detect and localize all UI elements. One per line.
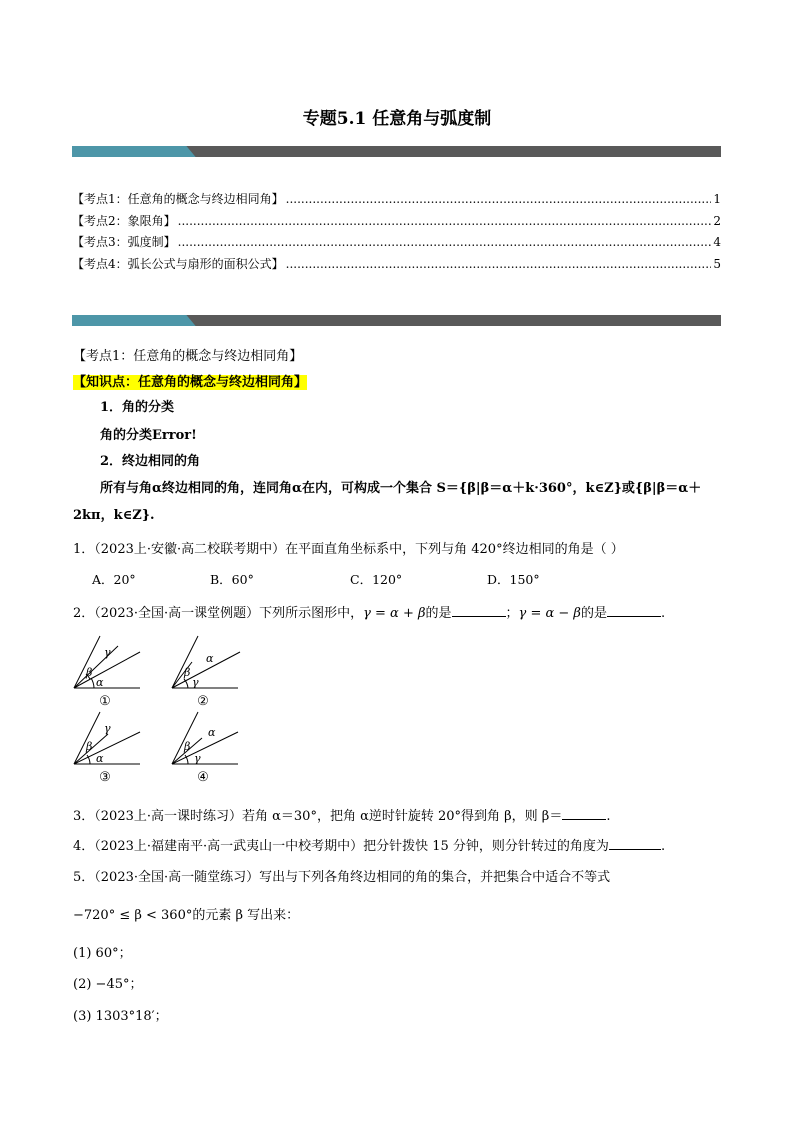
answer-blank[interactable]: [562, 807, 606, 820]
figure-label-1: ①: [99, 694, 111, 709]
figure-3: [74, 712, 140, 764]
item-title: 2．终边相同的角: [100, 454, 201, 469]
beta-label: β: [86, 666, 93, 679]
question-5-part-3: (3) 1303°18′；: [73, 1009, 168, 1024]
alpha-label: α: [96, 676, 104, 689]
gamma-label: γ: [192, 676, 199, 689]
beta-label: β: [184, 666, 191, 679]
figure-4: [172, 712, 238, 764]
question-1: 1．（2023上·安徽·高二校联考期中）在平面直角坐标系中，下列与角 420°终边相同的角是（ ）: [73, 542, 624, 557]
toc-entry[interactable]: 【考点3：弧度制】 ..... 4: [72, 232, 721, 254]
gamma-label: γ: [104, 722, 111, 735]
question-3: 3．（2023上·高一课时练习）若角 α＝30°，把角 α逆时针旋转 20°得到角 β，则 β＝ .: [73, 809, 611, 824]
alpha-label: α: [206, 652, 214, 665]
beta-label: β: [184, 740, 191, 753]
header-divider-bar: [72, 146, 721, 157]
answer-blank[interactable]: [607, 604, 661, 617]
figure-label-3: ③: [99, 770, 111, 785]
figure-label-4: ④: [197, 770, 209, 785]
question-5-inequality: −720° ≤ β < 360°的元素 β 写出来：: [73, 908, 300, 923]
item-body: 所有与角α终边相同的角，连同角α在内，可构成一个集合 S＝{β|β＝α＋k·360°，k∈Z}或{β|β＝α＋: [100, 481, 702, 496]
figure-label-2: ②: [197, 694, 209, 709]
option-d[interactable]: D．150°: [487, 572, 540, 587]
toc-entry[interactable]: 【考点2：象限角】 ..... 2: [72, 211, 721, 233]
angle-figures: [68, 632, 258, 792]
toc-entry[interactable]: 【考点1：任意角的概念与终边相同角】 ..... 1: [72, 189, 721, 211]
alpha-label: α: [96, 752, 104, 765]
answer-blank[interactable]: [452, 604, 506, 617]
question-2: 2．（2023·全国·高一课堂例题）下列所示图形中，γ = α + β的是 ；γ = α − β的是 .: [73, 606, 666, 621]
option-a[interactable]: A．20°: [92, 572, 136, 587]
table-of-contents: [72, 189, 721, 275]
gamma-label: γ: [194, 752, 201, 765]
item-title: 1．角的分类: [100, 400, 175, 415]
beta-label: β: [86, 740, 93, 753]
question-5-part-2: (2) −45°；: [73, 977, 143, 992]
option-c[interactable]: C．120°: [350, 572, 403, 587]
answer-blank[interactable]: [609, 837, 661, 850]
figure-1: [74, 636, 140, 688]
item-body-cont: 2kπ，k∈Z}.: [73, 508, 155, 523]
question-5-part-1: (1) 60°；: [73, 946, 132, 961]
gamma-label: γ: [104, 646, 111, 659]
option-b[interactable]: B．60°: [210, 572, 254, 587]
section-divider-bar: [72, 315, 721, 326]
item-body: 角的分类Error!: [100, 428, 197, 443]
page-title: 专题5.1 任意角与弧度制: [302, 109, 492, 129]
alpha-label: α: [208, 726, 216, 739]
question-5: 5．（2023·全国·高一随堂练习）写出与下列各角终边相同的角的集合，并把集合中适合不等式: [73, 870, 611, 885]
question-4: 4．（2023上·福建南平·高一武夷山一中校考期中）把分针拨快 15 分钟，则分针转过的角度为 .: [73, 839, 666, 854]
toc-entry[interactable]: 【考点4：弧长公式与扇形的面积公式】 ..... 5: [72, 254, 721, 276]
knowledge-tag: 【知识点：任意角的概念与终边相同角】: [73, 375, 308, 390]
section-heading: 【考点1：任意角的概念与终边相同角】: [73, 349, 303, 364]
